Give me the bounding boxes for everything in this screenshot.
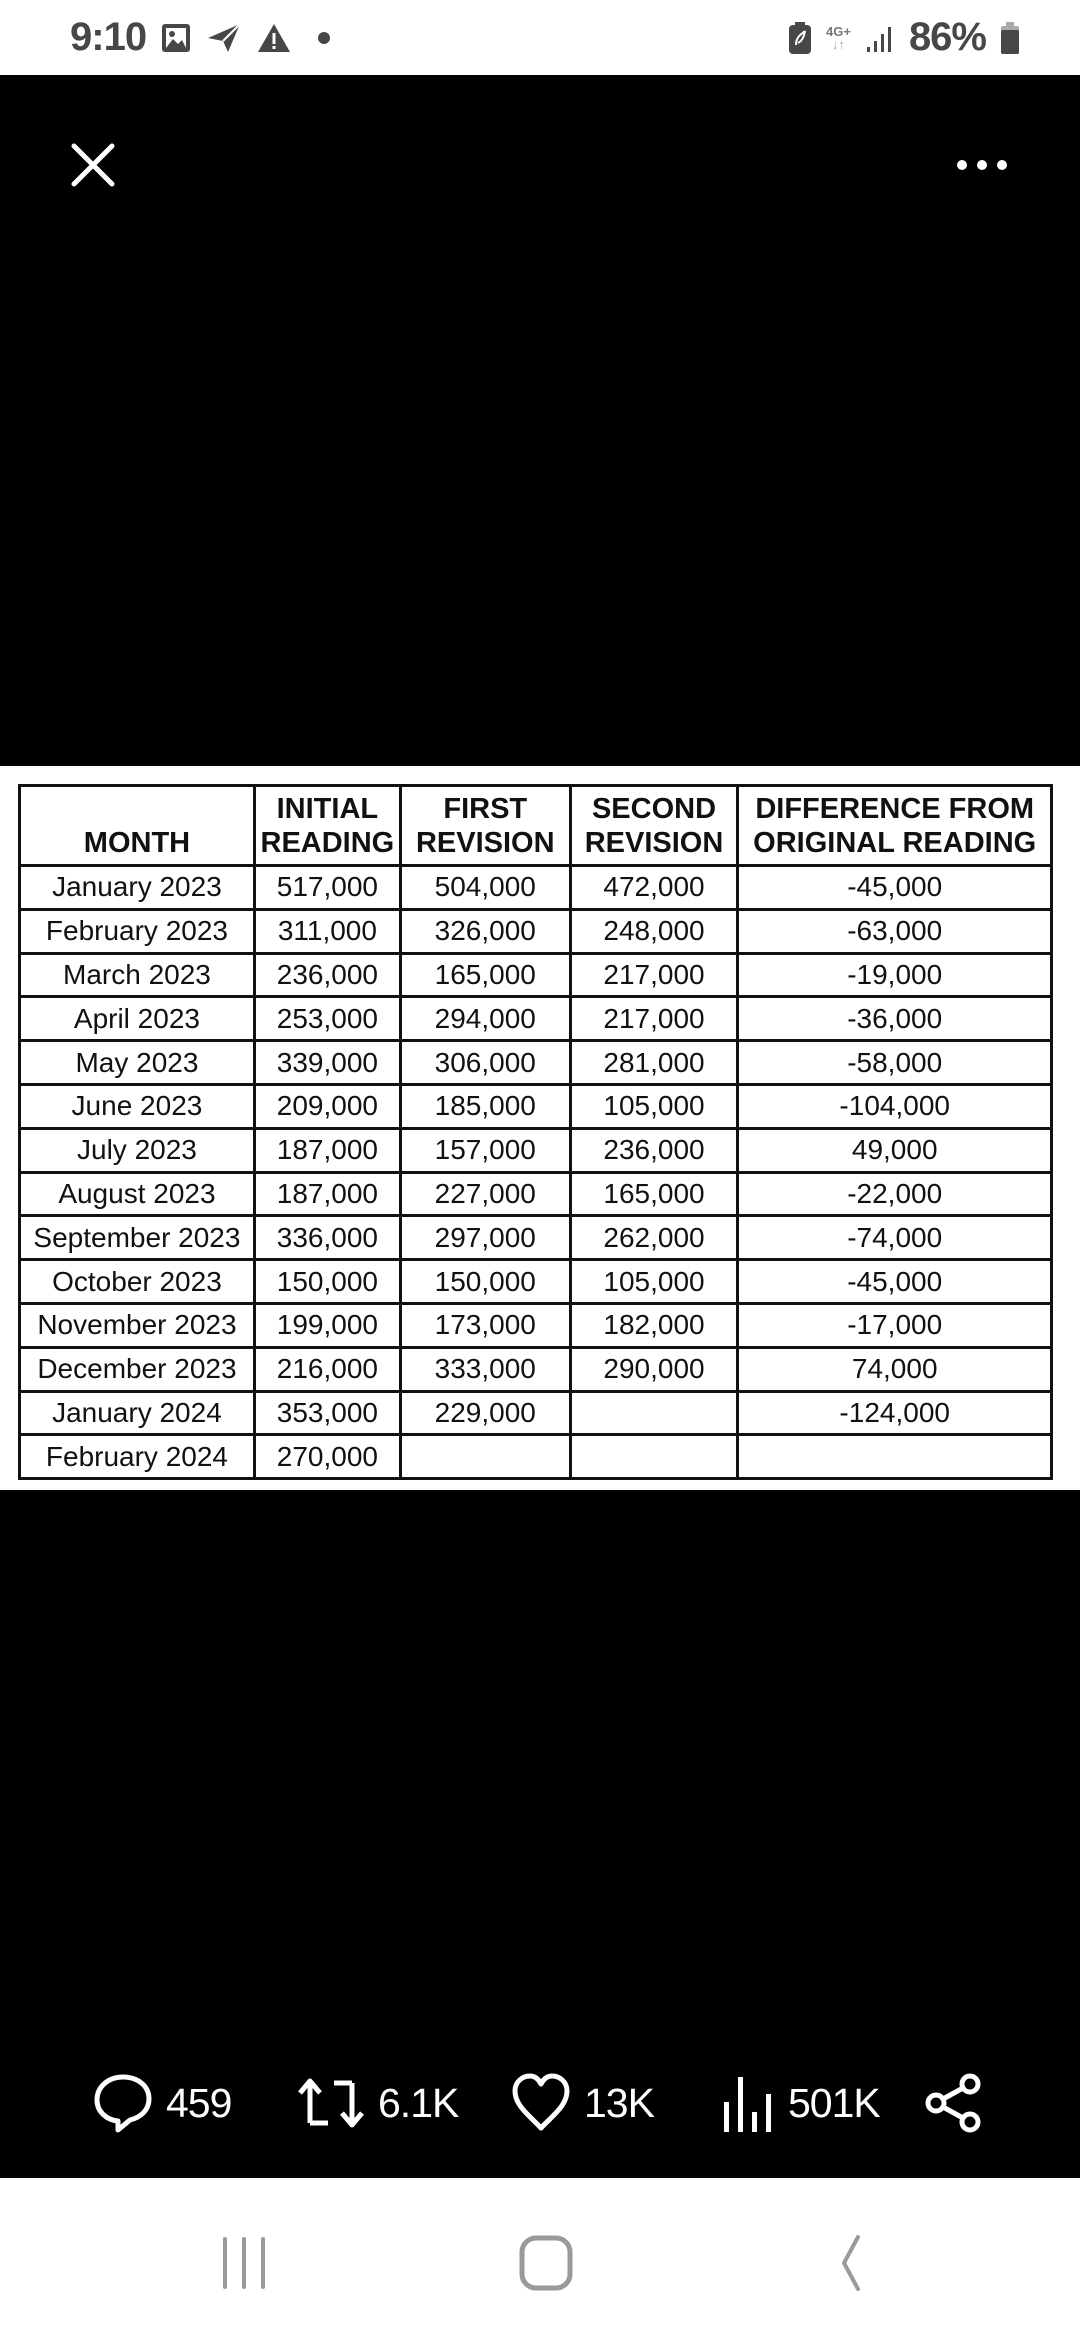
battery-saver-icon: [788, 21, 812, 55]
header-initial-reading: INITIAL READING: [254, 786, 400, 866]
like-count: 13K: [584, 2079, 654, 2126]
repost-count: 6.1K: [378, 2079, 459, 2126]
table-row: January 2024 353,000 229,000 -124,000: [20, 1391, 1052, 1435]
telegram-icon: [206, 22, 242, 54]
table-header-row: [20, 786, 1052, 866]
more-options-button[interactable]: [952, 150, 1012, 180]
gallery-icon: [160, 22, 192, 54]
system-nav-bar: [0, 2178, 1080, 2340]
views-button[interactable]: [720, 2072, 880, 2134]
home-button[interactable]: [506, 2233, 586, 2293]
engagement-bar: [0, 2058, 1080, 2148]
close-icon: [68, 140, 118, 190]
like-button[interactable]: [510, 2072, 654, 2134]
status-bar: [0, 0, 1080, 75]
dot-icon: [306, 30, 336, 46]
viewer-top-controls: [0, 140, 1080, 200]
status-right: [788, 15, 1020, 60]
status-time: 9:10: [70, 15, 147, 59]
views-icon: [720, 2072, 776, 2134]
table-row: July 2023 187,000 157,000 236,000 49,000: [20, 1128, 1052, 1172]
share-button[interactable]: [924, 2072, 984, 2134]
table-image: [0, 766, 1080, 1490]
battery-percent: 86%: [908, 15, 986, 59]
header-month: MONTH: [20, 786, 255, 866]
table-row: February 2023 311,000 326,000 248,000 -63,000: [20, 909, 1052, 953]
signal-icon: [865, 23, 895, 53]
battery-icon: [1000, 21, 1020, 55]
table-row: May 2023 339,000 306,000 281,000 -58,000: [20, 1041, 1052, 1085]
table-row: October 2023 150,000 150,000 105,000 -45,000: [20, 1260, 1052, 1304]
table-row: September 2023 336,000 297,000 262,000 -74,000: [20, 1216, 1052, 1260]
table-row: April 2023 253,000 294,000 217,000 -36,000: [20, 997, 1052, 1041]
recent-apps-button[interactable]: [204, 2233, 284, 2293]
close-button[interactable]: [68, 140, 118, 190]
warning-icon: [256, 22, 292, 54]
repost-icon: [296, 2073, 366, 2133]
home-icon: [518, 2235, 574, 2291]
repost-button[interactable]: [296, 2073, 458, 2133]
back-icon: [828, 2233, 868, 2293]
share-icon: [924, 2072, 984, 2134]
header-second-revision: SECOND REVISION: [570, 786, 738, 866]
table-row: January 2023 517,000 504,000 472,000 -45,000: [20, 866, 1052, 910]
more-options-icon: [952, 150, 1012, 180]
table-row: December 2023 216,000 333,000 290,000 74,000: [20, 1347, 1052, 1391]
reply-icon: [92, 2072, 154, 2134]
table-row: March 2023 236,000 165,000 217,000 -19,000: [20, 953, 1052, 997]
recent-apps-icon: [219, 2235, 269, 2291]
heart-icon: [510, 2072, 572, 2134]
back-button[interactable]: [808, 2233, 888, 2293]
table-row: June 2023 209,000 185,000 105,000 -104,000: [20, 1084, 1052, 1128]
table-row: November 2023 199,000 173,000 182,000 -17,000: [20, 1303, 1052, 1347]
header-difference: DIFFERENCE FROM ORIGINAL READING: [738, 786, 1052, 866]
network-4g-icon: 4G+ ↓↑: [826, 23, 851, 52]
views-count: 501K: [788, 2079, 880, 2126]
header-first-revision: FIRST REVISION: [400, 786, 570, 866]
reply-button[interactable]: [92, 2072, 231, 2134]
reply-count: 459: [166, 2079, 232, 2126]
revisions-table: [18, 784, 1053, 1480]
network-label: 4G+: [826, 23, 851, 39]
table-row: February 2024 270,000: [20, 1435, 1052, 1479]
status-left: [70, 15, 336, 60]
table-row: August 2023 187,000 227,000 165,000 -22,000: [20, 1172, 1052, 1216]
